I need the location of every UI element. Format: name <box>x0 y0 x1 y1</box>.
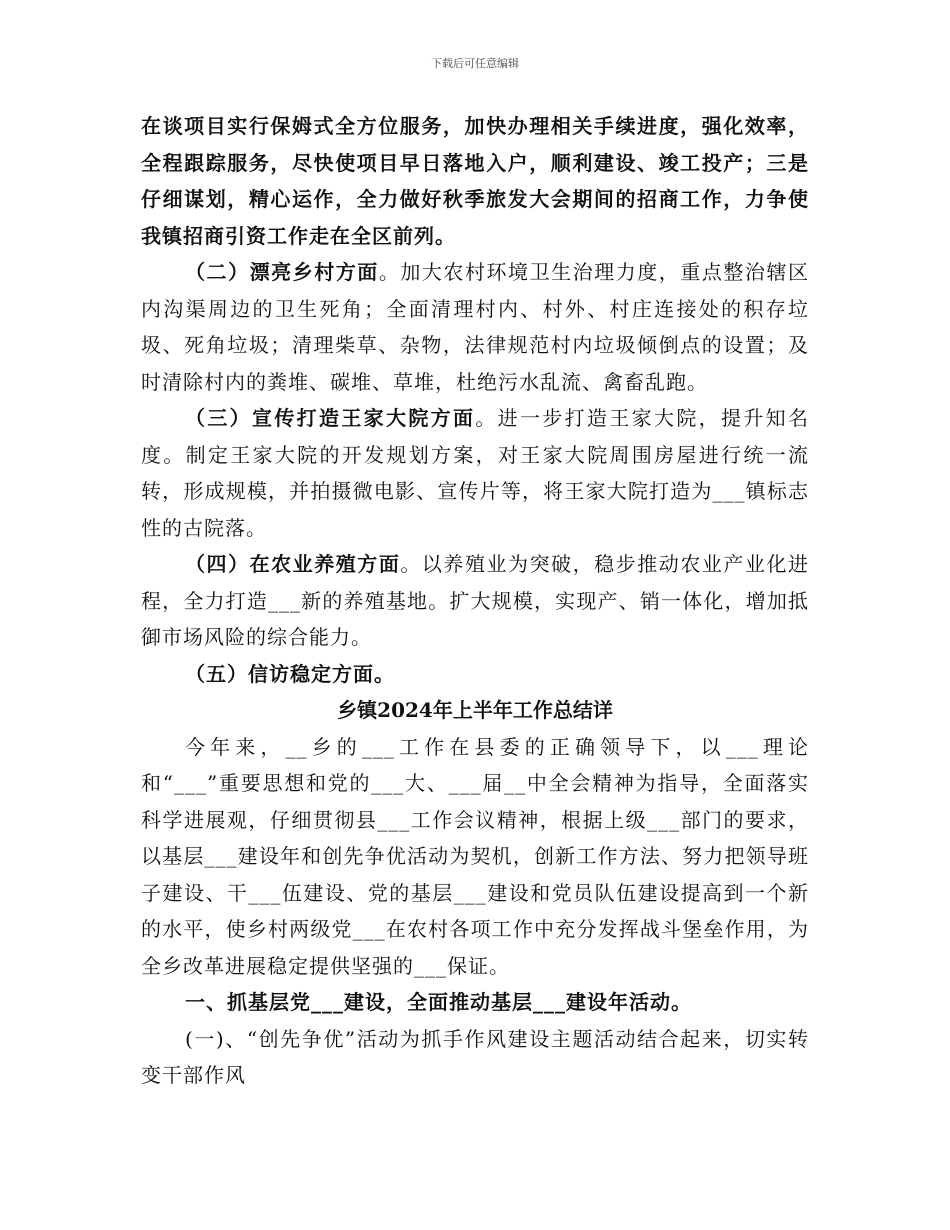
section-heading: （二）漂亮乡村方面 <box>185 260 379 284</box>
section-agriculture <box>141 546 809 656</box>
section-text: 。加大农村环境卫生治理力度，重点整治辖区内沟渠周边的卫生死角；全面清理村内、村外、村庄连接处的积存垃圾、死角垃圾；清理柴草、杂物，法律规范村内垃圾倾倒点的设置；及时清除村内的粪堆、碳堆、草堆，杜绝污水乱流、禽畜乱跑。 <box>141 260 810 394</box>
section-beautiful-village <box>141 254 809 400</box>
paragraph-investment: 在谈项目实行保姆式全方位服务，加快办理相关手续进度，强化效率，全程跟踪服务，尽快使项目早日落地入户，顺利建设、竣工投产；三是仔细谋划，精心运作，全力做好秋季旅发大会期间的招商工作，力争使我镇招商引资工作走在全区前列。 <box>141 114 809 248</box>
subheading-style-building: (一)、“创先争优”活动为抓手作风建设主题活动结合起来，切实转变干部作风 <box>141 1026 809 1087</box>
section-wang-courtyard <box>141 400 809 546</box>
section-heading: （四）在农业养殖方面 <box>185 552 401 576</box>
paragraph-intro: 今年来，__乡的___工作在县委的正确领导下，以___理论和“___”重要思想和党的___大、___届__中全会精神为指导，全面落实科学进展观，仔细贯彻县___工作会议精神，根据上级___部门的要求，以基层___建设年和创先争优活动为契机，创新工作方法、努力把领导班子建设、干___伍建设、党的基层___建设和党员队伍建设提高到一个新的水平，使乡村两级党___在农村各项工作中充分发挥战斗堡垒作用，为全乡改革进展稳定提供坚强的___保证。 <box>141 734 809 978</box>
document-title: 乡镇2024年上半年工作总结详 <box>337 698 613 722</box>
document-body <box>141 108 809 1094</box>
section-heading: （三）宣传打造王家大院方面 <box>185 406 476 430</box>
section-petition-stability: （五）信访稳定方面。 <box>185 661 395 686</box>
heading-party-building: 一、抓基层党___建设，全面推动基层___建设年活动。 <box>185 990 692 1014</box>
section-text: 。进一步打造王家大院，提升知名度。制定王家大院的开发规划方案，对王家大院周围房屋进行统一流转，形成规模，并拍摄微电影、宣传片等，将王家大院打造为___镇标志性的古院落。 <box>141 406 810 540</box>
section-text: 。以养殖业为突破，稳步推动农业产业化进程，全力打造___新的养殖基地。扩大规模，实现产、销一体化，增加抵御市场风险的综合能力。 <box>141 552 810 649</box>
page-header: 下载后可任意编辑 <box>431 57 519 70</box>
